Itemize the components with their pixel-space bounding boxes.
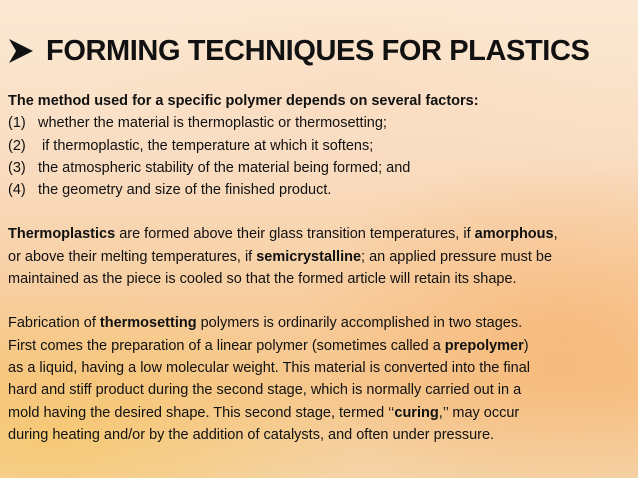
paragraph-gap: [8, 290, 634, 312]
factor-item: [8, 157, 634, 179]
paragraph-line: hard and stiff product during the second stage, which is normally carried out in a: [8, 382, 522, 399]
factor-number: (2): [8, 137, 26, 154]
thermoplastics-paragraph: [8, 223, 634, 290]
arrow-bullet-icon: [8, 37, 34, 65]
factor-text: the geometry and size of the finished product.: [38, 182, 332, 199]
intro-text: The method used for a specific polymer depends on several factors:: [8, 93, 479, 109]
thermosetting-paragraph: [8, 312, 634, 446]
paragraph-gap: [8, 201, 634, 223]
factor-number: (1): [8, 115, 26, 132]
paragraph-line: Thermoplastics are formed above their glass transition temperatures, if amorphous,: [8, 226, 558, 243]
factor-item: [8, 179, 634, 201]
paragraph-line: Fabrication of thermosetting polymers is ordinarily accomplished in two stages.: [8, 315, 523, 332]
paragraph-line: mold having the desired shape. This second stage, termed ‘‘curing,’’ may occur: [8, 404, 520, 421]
factor-text: whether the material is thermoplastic or thermosetting;: [38, 115, 387, 132]
paragraph-line: First comes the preparation of a linear polymer (sometimes called a prepolymer): [8, 337, 529, 354]
factor-text: the atmospheric stability of the material being formed; and: [38, 159, 411, 176]
paragraph-line: maintained as the piece is cooled so that the formed article will retain its shape.: [8, 271, 517, 288]
factor-item: [8, 112, 634, 134]
term-amorphous: amorphous: [474, 226, 554, 243]
slide-title: [8, 30, 634, 72]
term-thermoplastics: Thermoplastics: [8, 226, 116, 243]
paragraph-line: or above their melting temperatures, if semicrystalline; an applied pressure must be: [8, 248, 553, 265]
paragraph-line: during heating and/or by the addition of catalysts, and often under pressure.: [8, 426, 495, 443]
slide-title-text: FORMING TECHNIQUES FOR PLASTICS: [46, 34, 590, 67]
term-prepolymer: prepolymer: [444, 337, 524, 354]
term-semicrystalline: semicrystalline: [256, 248, 362, 265]
term-curing: curing: [394, 404, 439, 421]
factor-number: (4): [8, 182, 26, 199]
factor-text: if thermoplastic, the temperature at which it softens;: [38, 137, 374, 154]
factor-number: (3): [8, 159, 26, 176]
factor-item: [8, 135, 634, 157]
slide-body: [8, 90, 634, 446]
paragraph-line: as a liquid, having a low molecular weight. This material is converted into the final: [8, 359, 530, 376]
term-thermosetting: thermosetting: [99, 315, 197, 332]
